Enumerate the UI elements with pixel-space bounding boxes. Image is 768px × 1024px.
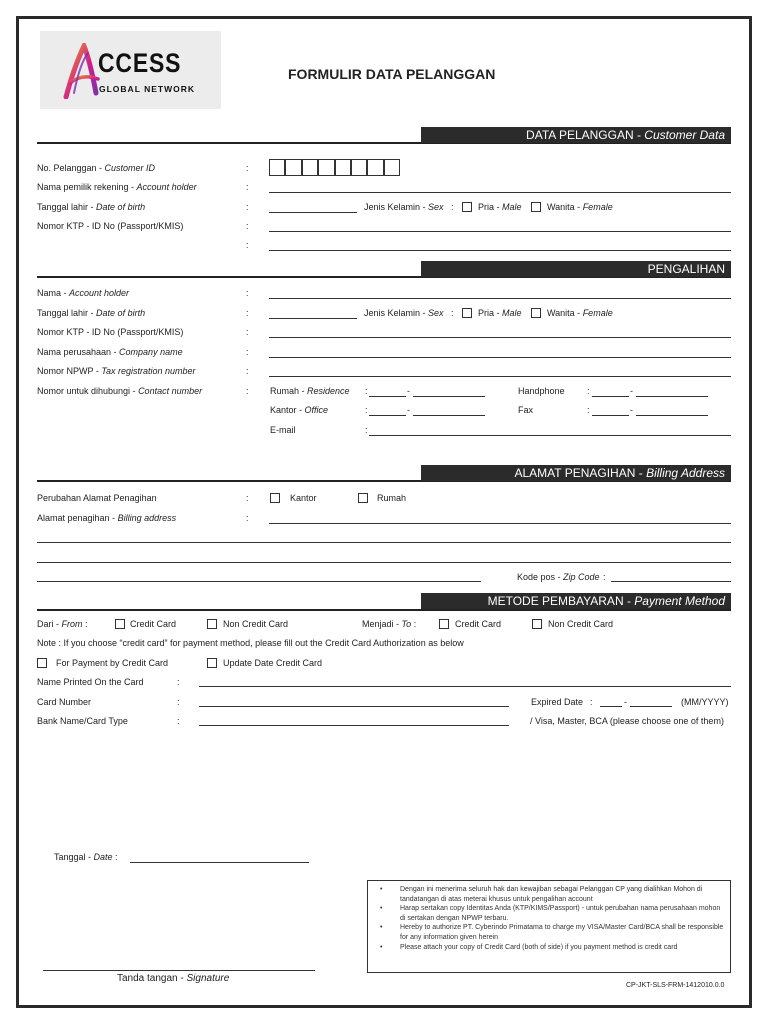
billing-address-field-3[interactable]	[37, 562, 731, 563]
expired-date-label: Expired Date	[531, 697, 584, 707]
to-credit-card-label: Credit Card	[455, 619, 502, 629]
fax-area-code-field[interactable]	[592, 415, 629, 416]
gender-female-label: Wanita - Female	[547, 202, 613, 212]
transfer-id-field[interactable]	[269, 337, 731, 338]
note-item: • Dengan ini menerima seluruh hak dan kewajiban sebagai Pelanggan CP yang dialihkan Mohon di tandatangan di atas meterai khusus untuk pengalihan account	[374, 885, 724, 904]
billing-change-label: Perubahan Alamat Penagihan	[37, 493, 157, 503]
billing-address-field-2[interactable]	[37, 542, 731, 543]
signature-label: Tanda tangan - Signature	[117, 973, 230, 984]
section-header-transfer: PENGALIHAN	[421, 261, 731, 277]
email-label: E-mail	[270, 425, 296, 435]
id-number-field[interactable]	[269, 231, 731, 232]
bank-name-field[interactable]	[199, 725, 509, 726]
payment-from-label: Dari - From :	[37, 619, 88, 629]
logo-tagline: GLOBAL NETWORK	[99, 84, 196, 94]
section-header-payment-method: METODE PEMBAYARAN - Payment Method	[421, 593, 731, 609]
gender-female-checkbox[interactable]	[531, 202, 541, 212]
transfer-birth-date-label: Tanggal lahir - Date of birth	[37, 308, 146, 318]
npwp-field[interactable]	[269, 376, 731, 377]
birth-date-label: Tanggal lahir - Date of birth	[37, 202, 146, 212]
name-on-card-field[interactable]	[199, 686, 731, 687]
office-label: Kantor - Office	[270, 405, 329, 415]
to-credit-card-checkbox[interactable]	[439, 619, 449, 629]
customer-id-digit[interactable]	[269, 159, 285, 176]
section-rule	[37, 609, 731, 611]
terms-notes-box	[367, 880, 731, 973]
customer-id-label: No. Pelanggan - Customer ID	[37, 163, 156, 173]
from-credit-card-label: Credit Card	[130, 619, 177, 629]
birth-date-field[interactable]	[269, 212, 357, 213]
to-non-credit-card-label: Non Credit Card	[548, 619, 614, 629]
npwp-label: Nomor NPWP - Tax registration number	[37, 366, 196, 376]
transfer-gender-label: Jenis Kelamin - Sex	[364, 308, 444, 318]
for-payment-credit-card-label: For Payment by Credit Card	[56, 658, 169, 668]
customer-id-digit[interactable]	[335, 159, 351, 176]
residence-number-field[interactable]	[413, 396, 485, 397]
from-non-credit-card-label: Non Credit Card	[223, 619, 289, 629]
billing-address-field[interactable]	[269, 523, 731, 524]
billing-office-checkbox[interactable]	[270, 493, 280, 503]
billing-address-field-4[interactable]	[37, 581, 481, 582]
id-number-field-2[interactable]	[269, 250, 731, 251]
signature-field[interactable]	[43, 970, 315, 971]
date-label: Tanggal - Date :	[54, 852, 118, 862]
gender-label: Jenis Kelamin - Sex	[364, 202, 444, 212]
page-title: FORMULIR DATA PELANGGAN	[288, 66, 496, 82]
fax-label: Fax	[518, 405, 534, 415]
residence-area-code-field[interactable]	[369, 396, 406, 397]
expired-year-field[interactable]	[630, 706, 672, 707]
expired-date-format: (MM/YYYY)	[681, 697, 729, 707]
logo-word: CCESS	[98, 48, 182, 78]
account-owner-label: Nama pemilik rekening - Account holder	[37, 182, 197, 192]
gender-male-label: Pria - Male	[478, 202, 522, 212]
customer-id-digit[interactable]	[318, 159, 334, 176]
transfer-gender-male-label: Pria - Male	[478, 308, 522, 318]
transfer-id-label: Nomor KTP - ID No (Passport/KMIS)	[37, 327, 184, 337]
card-number-field[interactable]	[199, 706, 509, 707]
payment-to-label: Menjadi - To :	[362, 619, 417, 629]
from-non-credit-card-checkbox[interactable]	[207, 619, 217, 629]
account-owner-field[interactable]	[269, 192, 731, 193]
customer-id-digit[interactable]	[285, 159, 301, 176]
note-item: • Hereby to authorize PT. Cyberindo Primatama to charge my VISA/Master Card/BCA shall be responsible for any information given herein	[374, 923, 724, 942]
customer-id-digit[interactable]	[351, 159, 367, 176]
card-number-label: Card Number	[37, 697, 92, 707]
contact-number-label: Nomor untuk dihubungi - Contact number	[37, 386, 203, 396]
note-item: • Harap sertakan copy Identitas Anda (KTP/KIMS/Passport) - untuk perubahan nama perusahaan mohon di sertakan dengan NPWP terbaru.	[374, 904, 724, 923]
section-header-billing-address: ALAMAT PENAGIHAN - Billing Address	[421, 465, 731, 481]
transfer-name-label: Nama - Account holder	[37, 288, 130, 298]
transfer-gender-male-checkbox[interactable]	[462, 308, 472, 318]
for-payment-credit-card-checkbox[interactable]	[37, 658, 47, 668]
billing-home-checkbox[interactable]	[358, 493, 368, 503]
id-number-label: Nomor KTP - ID No (Passport/KMIS)	[37, 221, 184, 231]
transfer-birth-date-field[interactable]	[269, 318, 357, 319]
payment-note: Note : If you choose “credit card” for payment method, please fill out the Credit Card Authorization as below	[37, 638, 464, 648]
zip-code-label: Kode pos - Zip Code	[517, 572, 600, 582]
update-date-checkbox[interactable]	[207, 658, 217, 668]
transfer-gender-female-label: Wanita - Female	[547, 308, 613, 318]
office-area-code-field[interactable]	[369, 415, 406, 416]
fax-number-field[interactable]	[636, 415, 708, 416]
customer-id-digit[interactable]	[302, 159, 318, 176]
gender-male-checkbox[interactable]	[462, 202, 472, 212]
customer-id-digit[interactable]	[367, 159, 383, 176]
transfer-name-field[interactable]	[269, 298, 731, 299]
billing-office-label: Kantor	[290, 493, 317, 503]
company-name-field[interactable]	[269, 357, 731, 358]
note-item: • Please attach your copy of Credit Card (both of side) if you payment method is credit card	[374, 943, 724, 953]
update-date-label: Update Date Credit Card	[223, 658, 323, 668]
bank-name-label: Bank Name/Card Type	[37, 716, 128, 726]
billing-address-label: Alamat penagihan - Billing address	[37, 513, 177, 523]
to-non-credit-card-checkbox[interactable]	[532, 619, 542, 629]
office-number-field[interactable]	[413, 415, 485, 416]
logo-a-mark-icon	[62, 43, 102, 99]
handphone-number-field[interactable]	[636, 396, 708, 397]
handphone-prefix-field[interactable]	[592, 396, 629, 397]
zip-code-field[interactable]	[611, 581, 731, 582]
handphone-label: Handphone	[518, 386, 565, 396]
section-header-customer-data: DATA PELANGGAN - Customer Data	[421, 127, 731, 143]
customer-id-digit[interactable]	[384, 159, 400, 176]
name-on-card-label: Name Printed On the Card	[37, 677, 144, 687]
company-name-label: Nama perusahaan - Company name	[37, 347, 183, 357]
company-logo	[40, 31, 221, 109]
residence-label: Rumah - Residence	[270, 386, 350, 396]
date-field[interactable]	[130, 862, 309, 863]
email-field[interactable]	[369, 435, 731, 436]
from-credit-card-checkbox[interactable]	[115, 619, 125, 629]
form-code: CP-JKT-SLS-FRM-1412010.0.0	[626, 982, 725, 989]
billing-home-label: Rumah	[377, 493, 407, 503]
expired-month-field[interactable]	[600, 706, 622, 707]
transfer-gender-female-checkbox[interactable]	[531, 308, 541, 318]
bank-card-type-hint: / Visa, Master, BCA (please choose one of them)	[530, 716, 724, 726]
